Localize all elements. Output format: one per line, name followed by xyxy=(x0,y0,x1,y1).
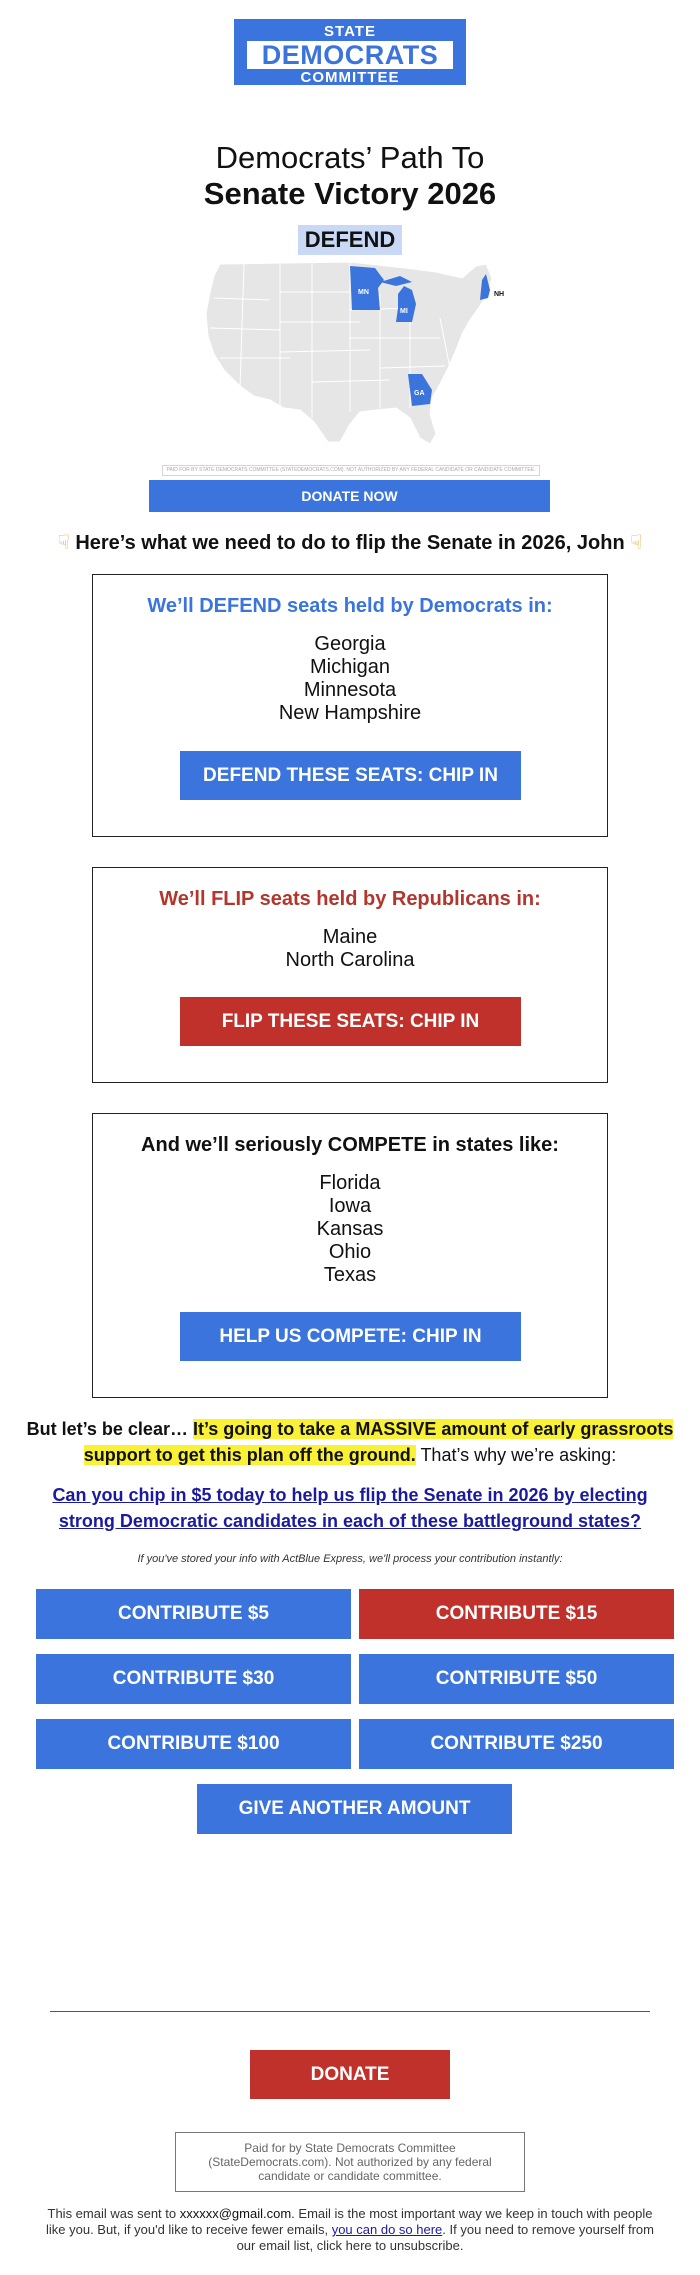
contribute-100-button[interactable]: CONTRIBUTE $100 xyxy=(36,1719,351,1769)
list-item: Texas xyxy=(323,1264,377,1286)
defend-box xyxy=(92,574,608,837)
paid-for-line: candidate or candidate committee. xyxy=(258,2169,442,2183)
actblue-note: If you've stored your info with ActBlue Express, we'll process your contribution instantly: xyxy=(137,1553,563,1565)
map-label-mn: MN xyxy=(358,289,369,296)
flip-box-title: We’ll FLIP seats held by Republicans in: xyxy=(159,888,541,910)
compete-button[interactable]: HELP US COMPETE: CHIP IN xyxy=(180,1312,521,1361)
headline-line-1: Democrats’ Path To xyxy=(215,140,485,175)
appeal-tail: That’s why we’re asking: xyxy=(415,1445,617,1465)
paid-for-line: Paid for by State Democrats Committee xyxy=(244,2141,456,2155)
compete-state-list xyxy=(93,1172,607,1287)
us-map-land xyxy=(206,262,492,444)
list-item: Michigan xyxy=(309,656,391,678)
list-item: Ohio xyxy=(328,1241,372,1263)
logo-line-state: STATE xyxy=(324,23,376,40)
list-item: Maine xyxy=(322,926,378,948)
flip-heading xyxy=(0,530,700,555)
footer-text: . Email is the most important way we keep in touch with people like you. But, if you'd like to receive fewer emails, xyxy=(45,2206,653,2237)
list-item: Minnesota xyxy=(303,679,397,701)
state-democrats-logo xyxy=(234,19,466,85)
fewer-emails-link[interactable]: you can do so here xyxy=(331,2222,443,2237)
flip-seats-button[interactable]: FLIP THESE SEATS: CHIP IN xyxy=(180,997,521,1046)
flip-state-list xyxy=(93,926,607,972)
logo-line-democrats: DEMOCRATS xyxy=(247,41,453,69)
paid-for-line: (StateDemocrats.com). Not authorized by any federal xyxy=(208,2155,492,2169)
contribute-15-button[interactable]: CONTRIBUTE $15 xyxy=(359,1589,674,1639)
map-label-mi: MI xyxy=(400,308,408,315)
appeal-highlight: It’s going to take a MASSIVE amount of early grassroots support to get this plan off the ground. xyxy=(83,1419,674,1465)
defend-box-title: We’ll DEFEND seats held by Democrats in: xyxy=(147,595,553,617)
defend-seats-button[interactable]: DEFEND THESE SEATS: CHIP IN xyxy=(180,751,521,800)
list-item: Iowa xyxy=(328,1195,372,1217)
donate-button[interactable]: DONATE xyxy=(250,2050,450,2099)
flip-box xyxy=(92,867,608,1083)
contribute-5-button[interactable]: CONTRIBUTE $5 xyxy=(36,1589,351,1639)
footer-email: xxxxxx@gmail.com xyxy=(179,2206,292,2221)
defend-tag: DEFEND xyxy=(298,225,402,255)
defend-state-list xyxy=(93,633,607,725)
list-item: Kansas xyxy=(316,1218,384,1240)
donate-now-button[interactable]: DONATE NOW xyxy=(149,480,550,512)
footer-text: This email was sent to xyxy=(47,2206,180,2221)
headline-line-2: Senate Victory 2026 xyxy=(203,176,497,211)
pointing-hand-icon: ☟ xyxy=(630,532,643,554)
list-item: Georgia xyxy=(314,633,386,655)
paid-for-disclaimer xyxy=(175,2132,525,2192)
list-item: New Hampshire xyxy=(278,702,422,724)
compete-box xyxy=(92,1113,608,1398)
us-senate-map[interactable] xyxy=(200,258,512,454)
footer-text: . If you need to remove yourself from our email list, click here to unsubscribe. xyxy=(236,2222,654,2253)
appeal-paragraph xyxy=(20,1416,680,1468)
appeal-lead: But let’s be clear… xyxy=(26,1419,193,1439)
logo-line-committee: COMMITTEE xyxy=(300,69,400,86)
map-label-ga: GA xyxy=(414,390,425,397)
contribute-250-button[interactable]: CONTRIBUTE $250 xyxy=(359,1719,674,1769)
give-another-amount-button[interactable]: GIVE ANOTHER AMOUNT xyxy=(197,1784,512,1834)
email-footer xyxy=(40,2206,660,2254)
list-item: North Carolina xyxy=(285,949,415,971)
contribute-50-button[interactable]: CONTRIBUTE $50 xyxy=(359,1654,674,1704)
compete-box-title: And we’ll seriously COMPETE in states like: xyxy=(141,1134,559,1156)
divider xyxy=(50,2011,650,2012)
pointing-hand-icon: ☟ xyxy=(57,532,70,554)
list-item: Florida xyxy=(319,1172,381,1194)
chip-in-ask-link[interactable]: Can you chip in $5 today to help us flip the Senate in 2026 by electing strong Democratic candidates in each of these battleground states? xyxy=(52,1485,648,1531)
map-label-nh: NH xyxy=(494,291,505,298)
map-disclaimer: PAID FOR BY STATE DEMOCRATS COMMITTEE (STATEDEMOCRATS.COM). NOT AUTHORIZED BY ANY FEDERAL CANDIDATE OR CANDIDATE COMMITTEE. xyxy=(162,465,540,476)
contribute-30-button[interactable]: CONTRIBUTE $30 xyxy=(36,1654,351,1704)
flip-heading-text: Here’s what we need to do to flip the Senate in 2026, John xyxy=(75,532,625,554)
